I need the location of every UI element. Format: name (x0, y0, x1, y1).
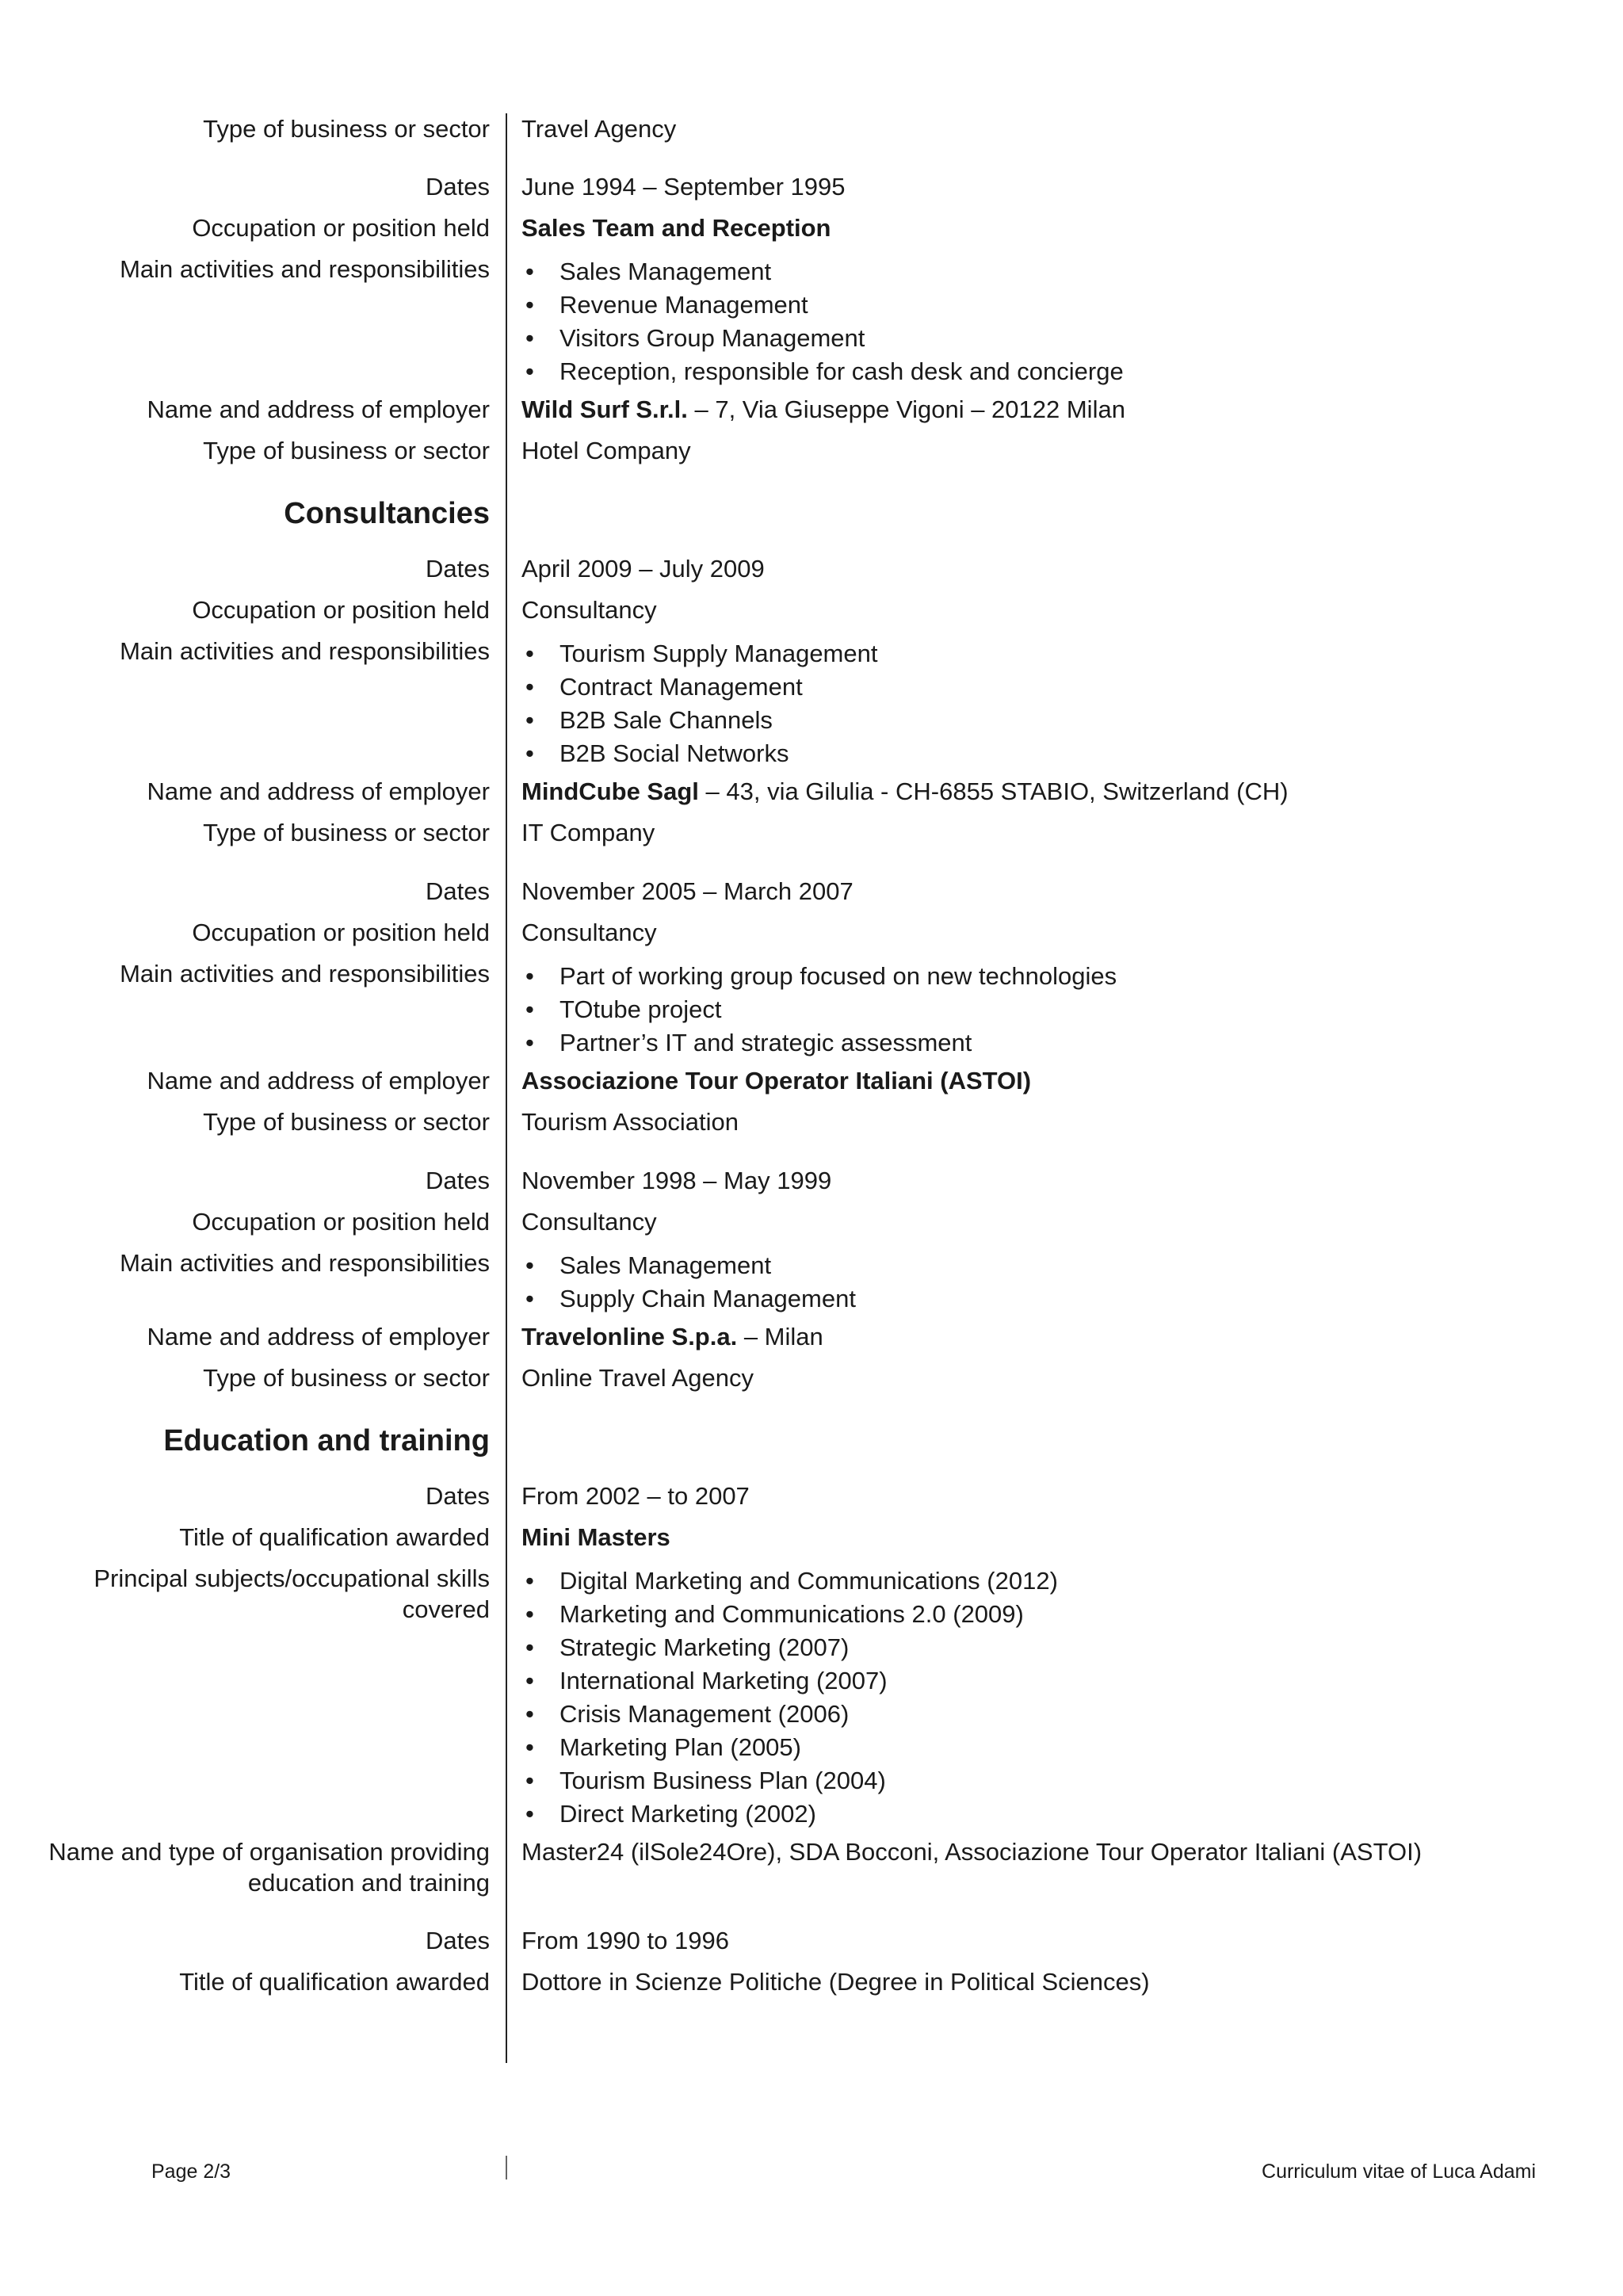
field-row (0, 1321, 1623, 1352)
field-row (0, 553, 1623, 584)
field-label: Type of business or sector (203, 115, 490, 143)
field-row (0, 594, 1623, 625)
field-label: Dates (426, 1167, 490, 1194)
employer-name: Wild Surf S.r.l. (521, 395, 688, 423)
field-label: Type of business or sector (203, 437, 490, 464)
field-value: Mini Masters (521, 1523, 670, 1551)
field-label: Dates (426, 555, 490, 583)
list-item: • TOtube project (521, 993, 1536, 1026)
list-item: • Part of working group focused on new technologies (521, 960, 1536, 993)
list-item: • Partner’s IT and strategic assessment (521, 1026, 1536, 1060)
page-footer (0, 2156, 1623, 2187)
field-label: Occupation or position held (192, 214, 490, 242)
field-value: June 1994 – September 1995 (521, 173, 846, 201)
footer-divider (506, 2156, 507, 2179)
list-item: • Visitors Group Management (521, 322, 1536, 355)
field-row (0, 171, 1623, 202)
field-row (0, 1362, 1623, 1393)
field-row (0, 394, 1623, 425)
field-label: Dates (426, 1482, 490, 1510)
field-label: Name and address of employer (147, 1323, 490, 1350)
field-row (0, 776, 1623, 807)
bullet-list (521, 637, 1536, 770)
list-item: • Crisis Management (2006) (521, 1698, 1536, 1731)
field-value: Dottore in Scienze Politiche (Degree in Political Sciences) (521, 1968, 1150, 1996)
list-item: • Tourism Business Plan (2004) (521, 1764, 1536, 1797)
field-row (0, 1106, 1623, 1137)
field-row (0, 1206, 1623, 1237)
field-value: Hotel Company (521, 437, 691, 464)
field-row (0, 1925, 1623, 1956)
field-value (521, 394, 1536, 425)
field-value: Consultancy (521, 596, 657, 624)
field-row (0, 817, 1623, 848)
field-value: Online Travel Agency (521, 1364, 754, 1392)
field-value: Tourism Association (521, 1108, 739, 1136)
field-value: Master24 (ilSole24Ore), SDA Bocconi, Associazione Tour Operator Italiani (ASTOI) (521, 1838, 1423, 1866)
field-value: Consultancy (521, 1208, 657, 1236)
list-item: • Marketing and Communications 2.0 (2009) (521, 1598, 1536, 1631)
field-label: Dates (426, 877, 490, 905)
field-label: Name and address of employer (147, 1067, 490, 1095)
field-label: Type of business or sector (203, 1364, 490, 1392)
list-item: • Sales Management (521, 255, 1536, 288)
field-label: Name and address of employer (147, 395, 490, 423)
field-label: Main activities and responsibilities (120, 960, 490, 988)
list-row (0, 1247, 1623, 1316)
field-label: Main activities and responsibilities (120, 255, 490, 283)
section-heading: Education and training (163, 1424, 490, 1457)
field-label: Dates (426, 173, 490, 201)
field-label: Occupation or position held (192, 1208, 490, 1236)
field-label: Title of qualification awarded (179, 1523, 490, 1551)
field-label: Name and type of organisation providing education and training (48, 1838, 490, 1897)
list-item: • B2B Social Networks (521, 737, 1536, 770)
footer-title: Curriculum vitae of Luca Adami (1262, 2160, 1536, 2183)
field-row (0, 1836, 1623, 1898)
field-label: Principal subjects/occupational skills covered (94, 1564, 490, 1623)
bullet-list (521, 1249, 1536, 1316)
field-value (521, 1065, 1536, 1096)
list-item: • Supply Chain Management (521, 1282, 1536, 1316)
field-row (0, 1966, 1623, 1997)
list-item: • Sales Management (521, 1249, 1536, 1282)
list-row (0, 254, 1623, 388)
employer-address: – 43, via Gilulia - CH-6855 STABIO, Switzerland (CH) (698, 777, 1289, 805)
field-row (0, 1065, 1623, 1096)
field-label: Title of qualification awarded (179, 1968, 490, 1996)
field-row (0, 1522, 1623, 1553)
field-value (521, 1321, 1536, 1352)
field-value: April 2009 – July 2009 (521, 555, 765, 583)
list-row (0, 636, 1623, 770)
list-row (0, 958, 1623, 1060)
field-value: November 2005 – March 2007 (521, 877, 854, 905)
field-label: Main activities and responsibilities (120, 637, 490, 665)
page-number: Page 2/3 (151, 2160, 231, 2183)
field-row (0, 917, 1623, 948)
list-item: • Contract Management (521, 670, 1536, 704)
field-label: Main activities and responsibilities (120, 1249, 490, 1277)
section-heading: Consultancies (284, 497, 490, 530)
field-value: Sales Team and Reception (521, 214, 831, 242)
field-row (0, 876, 1623, 907)
field-value: From 2002 – to 2007 (521, 1482, 750, 1510)
list-item: • Reception, responsible for cash desk and concierge (521, 355, 1536, 388)
bullet-list (521, 1564, 1536, 1831)
list-item: • International Marketing (2007) (521, 1664, 1536, 1698)
employer-name: MindCube Sagl (521, 777, 699, 805)
list-item: • Digital Marketing and Communications (2012) (521, 1564, 1536, 1598)
field-value: Travel Agency (521, 115, 677, 143)
field-value: IT Company (521, 819, 655, 846)
field-label: Occupation or position held (192, 596, 490, 624)
employer-address: – 7, Via Giuseppe Vigoni – 20122 Milan (687, 395, 1125, 423)
field-value: From 1990 to 1996 (521, 1927, 729, 1954)
field-value (521, 960, 1536, 1060)
field-value: November 1998 – May 1999 (521, 1167, 832, 1194)
bullet-list (521, 255, 1536, 388)
field-value (521, 1564, 1536, 1831)
field-label: Type of business or sector (203, 1108, 490, 1136)
field-row (0, 113, 1623, 144)
list-item: • Marketing Plan (2005) (521, 1731, 1536, 1764)
cv-body (0, 113, 1623, 1997)
field-value (521, 1249, 1536, 1316)
section-heading-row (0, 493, 1623, 534)
employer-name: Travelonline S.p.a. (521, 1323, 738, 1350)
field-row (0, 435, 1623, 466)
list-item: • Revenue Management (521, 288, 1536, 322)
field-row (0, 1165, 1623, 1196)
employer-address: – Milan (737, 1323, 823, 1350)
field-value (521, 255, 1536, 388)
section-heading-row (0, 1420, 1623, 1461)
list-row (0, 1563, 1623, 1831)
list-item: • Tourism Supply Management (521, 637, 1536, 670)
field-label: Occupation or position held (192, 919, 490, 946)
field-value (521, 776, 1536, 807)
field-value (521, 637, 1536, 770)
field-label: Type of business or sector (203, 819, 490, 846)
field-label: Dates (426, 1927, 490, 1954)
list-item: • B2B Sale Channels (521, 704, 1536, 737)
list-item: • Strategic Marketing (2007) (521, 1631, 1536, 1664)
bullet-list (521, 960, 1536, 1060)
field-row (0, 212, 1623, 243)
field-value: Consultancy (521, 919, 657, 946)
field-row (0, 1480, 1623, 1511)
employer-name: Associazione Tour Operator Italiani (ASTOI) (521, 1067, 1032, 1095)
list-item: • Direct Marketing (2002) (521, 1797, 1536, 1831)
field-label: Name and address of employer (147, 777, 490, 805)
